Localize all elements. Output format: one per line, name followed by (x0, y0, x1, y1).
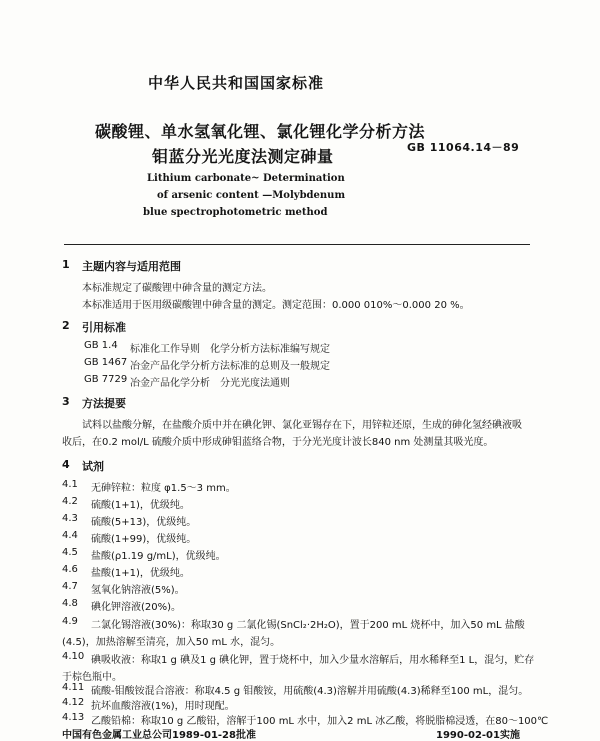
reference-code: GB 1.4 (84, 340, 118, 351)
reagent-number: 4.12 (62, 697, 85, 708)
section-3-paragraph-line-1: 试料以盐酸分解，在盐酸介质中并在碘化钾、氯化亚锡存在下，用锌粒还原，生成的砷化氢经碘液吸 (82, 420, 522, 431)
reagent-text: 硫酸(5+13)，优级纯。 (91, 517, 197, 528)
reagent-text: 盐酸(ρ1.19 g/mL)，优级纯。 (91, 551, 226, 562)
reagent-text: 硫酸(1+99)，优级纯。 (91, 534, 197, 545)
english-title-line-3: blue spectrophotometric method (143, 207, 328, 218)
reagent-number: 4.7 (62, 581, 78, 592)
section-3-paragraph-line-2: 收后，在0.2 mol/L 硫酸介质中形成砷钼蓝络合物，于分光光度计波长840 nm 处测量其吸光度。 (62, 437, 494, 448)
section-3-number: 3 (62, 395, 70, 408)
reagent-text: 氢氧化钠溶液(5%)。 (91, 585, 185, 596)
reagent-number: 4.3 (62, 513, 78, 524)
reagent-text: 抗坏血酸溶液(1%)，用时现配。 (91, 701, 235, 712)
reagent-number: 4.11 (62, 682, 85, 693)
section-1-number: 1 (62, 258, 70, 271)
section-4-title: 试剂 (82, 460, 104, 473)
reagent-number: 4.9 (62, 616, 78, 627)
reagent-text-line-1: 二氯化锡溶液(30%)：称取30 g 二氯化锡(SnCl₂·2H₂O)，置于200 mL 烧杯中，加入50 mL 盐酸 (91, 620, 525, 631)
section-4-number: 4 (62, 458, 70, 471)
english-title-line-2: of arsenic content —Molybdenum (157, 190, 346, 201)
approval-statement: 中国有色金属工业总公司1989-01-28批准 (62, 730, 256, 741)
reagent-number: 4.2 (62, 496, 78, 507)
reference-code: GB 7729 (84, 374, 128, 385)
reagent-text: 碘化钾溶液(20%)。 (91, 602, 182, 613)
reagent-number: 4.10 (62, 651, 85, 662)
reagent-text: 乙酸铅棉：称取10 g 乙酸铅，溶解于100 mL 水中，加入2 mL 冰乙酸，将脱脂棉浸透，在80～100℃ (91, 716, 549, 727)
issuing-body-header: 中华人民共和国国家标准 (148, 74, 325, 92)
reagent-number: 4.1 (62, 479, 78, 490)
reagent-number: 4.13 (62, 712, 85, 723)
reagent-number: 4.5 (62, 547, 78, 558)
reference-title: 冶金产品化学分析 分光光度法通则 (130, 378, 290, 389)
reagent-text: 无砷锌粒：粒度 φ1.5～3 mm。 (91, 483, 236, 494)
header-divider (64, 244, 530, 245)
standard-number: GB 11064.14－89 (407, 141, 520, 154)
reference-code: GB 1467 (84, 357, 128, 368)
reagent-text-line-2: 于棕色瓶中。 (62, 672, 122, 683)
title-line-2: 钼蓝分光光度法测定砷量 (152, 147, 334, 166)
section-1-paragraph-1: 本标准规定了碳酸锂中砷含量的测定方法。 (82, 283, 272, 294)
section-3-title: 方法提要 (82, 397, 126, 410)
section-2-number: 2 (62, 319, 70, 332)
english-title-line-1: Lithium carbonate~ Determination (147, 173, 345, 184)
reagent-text-line-2: (4.5)，加热溶解至清亮，加入50 mL 水，混匀。 (62, 637, 281, 648)
effective-date: 1990-02-01实施 (436, 730, 520, 741)
reagent-text: 硫酸(1+1)，优级纯。 (91, 500, 190, 511)
section-1-paragraph-2: 本标准适用于医用级碳酸锂中砷含量的测定。测定范围：0.000 010%～0.000 20 %。 (82, 300, 470, 311)
section-2-title: 引用标准 (82, 321, 126, 334)
reagent-number: 4.6 (62, 564, 78, 575)
reagent-text-line-1: 碘吸收液：称取1 g 碘及1 g 碘化钾，置于烧杯中，加入少量水溶解后，用水稀释至1 L，混匀，贮存 (91, 655, 535, 666)
reagent-number: 4.8 (62, 598, 78, 609)
reagent-text: 盐酸(1+1)，优级纯。 (91, 568, 190, 579)
section-1-title: 主题内容与适用范围 (82, 260, 181, 273)
reagent-number: 4.4 (62, 530, 78, 541)
reference-title: 冶金产品化学分析方法标准的总则及一般规定 (130, 361, 330, 372)
reference-title: 标准化工作导则 化学分析方法标准编写规定 (130, 344, 330, 355)
title-line-1: 碳酸锂、单水氢氧化锂、氯化锂化学分析方法 (95, 122, 426, 141)
reagent-text: 硫酸-钼酸铵混合溶液：称取4.5 g 钼酸铵，用硫酸(4.3)溶解并用硫酸(4.3)稀释至100 mL，混匀。 (91, 686, 529, 697)
